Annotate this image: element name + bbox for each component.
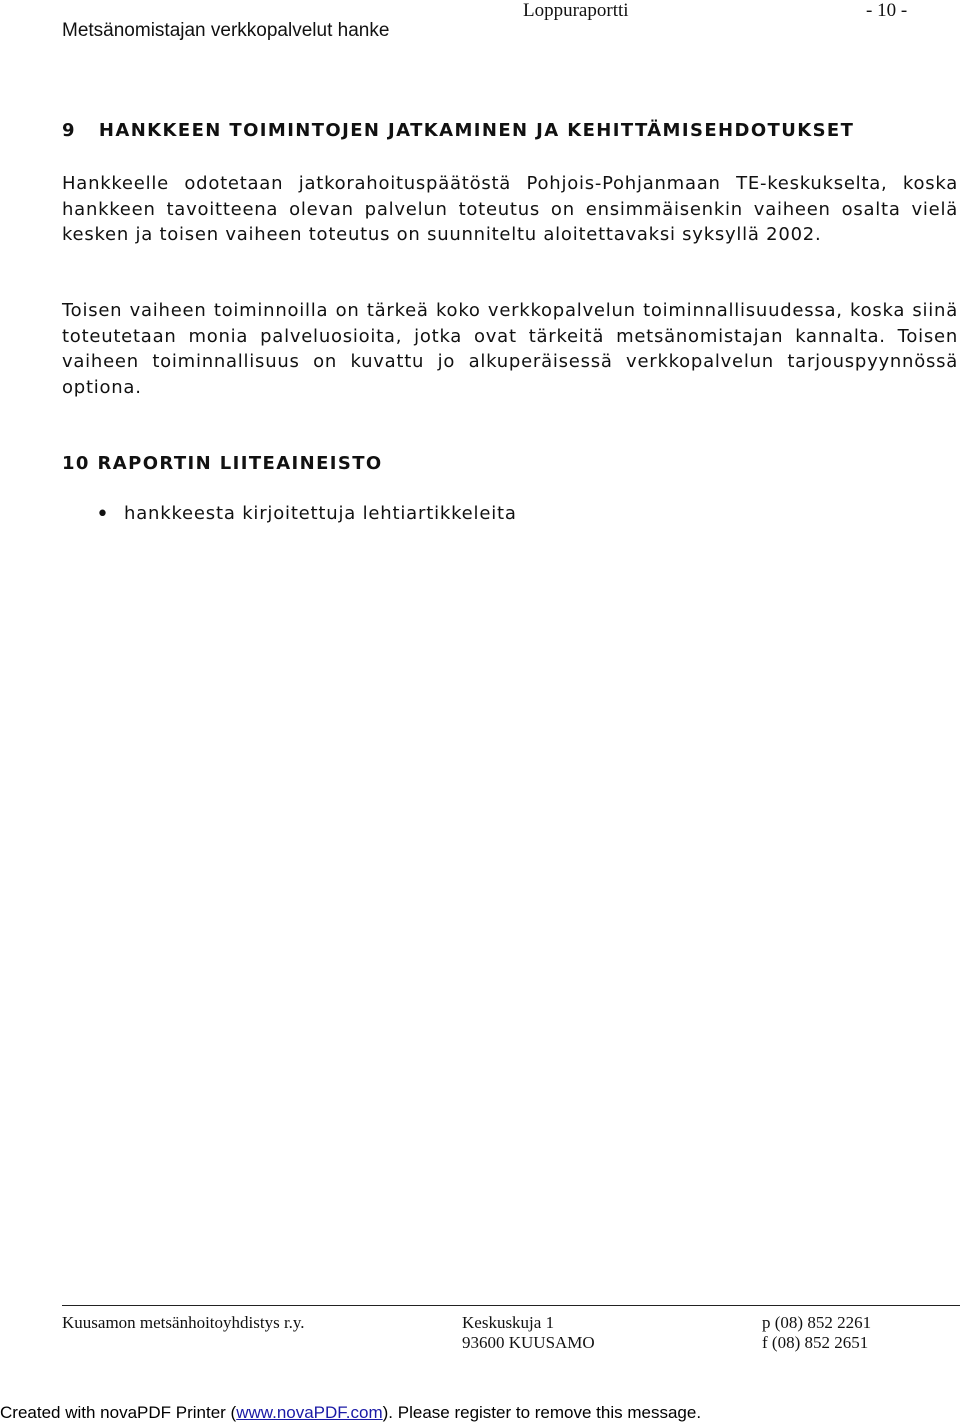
footer-postal-address: 93600 KUUSAMO: [462, 1333, 595, 1352]
header-report-title: Loppuraportti: [523, 0, 629, 21]
footer-phone: p (08) 852 2261: [762, 1313, 872, 1332]
novapdf-watermark: [0, 1403, 701, 1423]
list-item: hankkeesta kirjoitettuja lehtiartikkeleita: [124, 503, 517, 524]
section-10-heading: 10 RAPORTIN LIITEAINEISTO: [62, 453, 383, 474]
section-9-paragraph-2: Toisen vaiheen toiminnoilla on tärkeä koko verkkopalvelun toiminnallisuudessa, koska siinä toteutetaan monia palveluosioita, jotka ovat tärkeitä metsänomistajan kannalta. Toisen vaiheen toiminnallisuus on kuvattu jo alkuperäisessä verkkopalvelun tarjouspyynnössä optiona.: [62, 300, 958, 398]
watermark-suffix: ). Please register to remove this message.: [382, 1403, 702, 1422]
novapdf-link[interactable]: www.novaPDF.com: [236, 1403, 383, 1422]
bullet-icon: •: [96, 502, 109, 527]
page-number: - 10 -: [866, 0, 908, 21]
watermark-prefix: Created with novaPDF Printer (: [0, 1403, 237, 1422]
footer-street-address: Keskuskuja 1: [462, 1313, 555, 1332]
footer-divider: [62, 1305, 960, 1306]
section-9-heading: 9 HANKKEEN TOIMINTOJEN JATKAMINEN JA KEHITTÄMISEHDOTUKSET: [62, 120, 855, 141]
section-9-paragraph-1: Hankkeelle odotetaan jatkorahoituspäätöstä Pohjois-Pohjanmaan TE-keskukselta, koska hankkeen tavoitteena olevan palvelun toteutus on ensimmäisenkin vaiheen osalta vielä kesken ja toisen vaiheen toteutus on suunniteltu aloitettavaksi syksyllä 2002.: [62, 173, 958, 245]
footer-organization: Kuusamon metsänhoitoyhdistys r.y.: [62, 1313, 305, 1332]
header-project-name: Metsänomistajan verkkopalvelut hanke: [62, 20, 390, 41]
footer-fax: f (08) 852 2651: [762, 1333, 869, 1352]
